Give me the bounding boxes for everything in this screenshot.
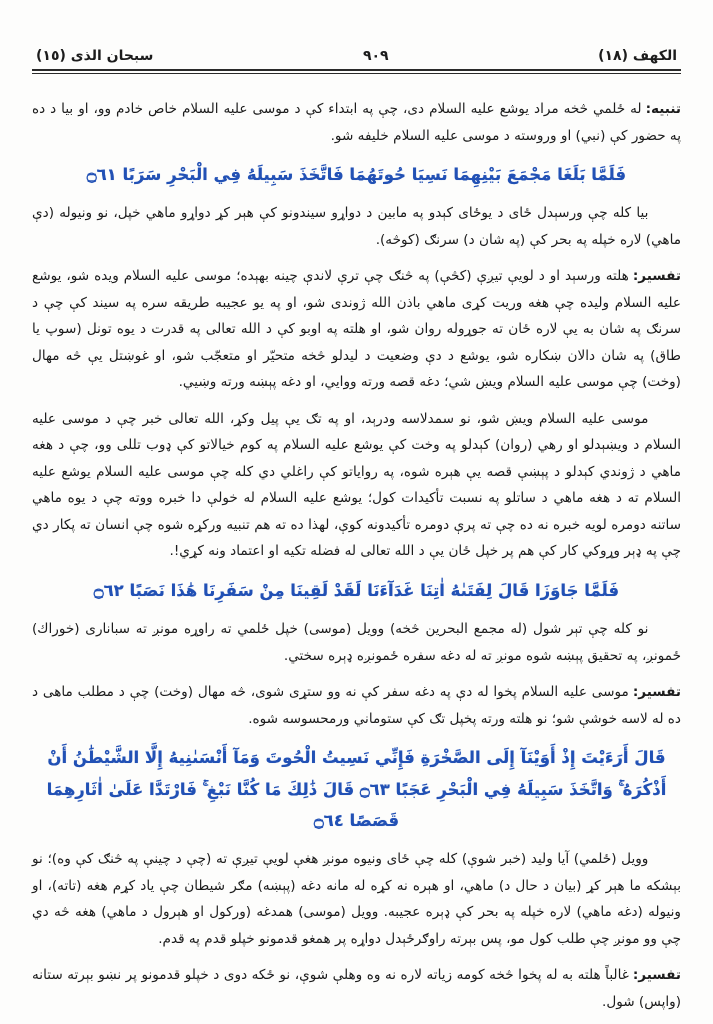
tafsir-text: غالباً هلته به له پخوا څخه كومه زياته لاره نه وه وهلې شوې، نو ځكه دوى د خپلو قدمونو پر نښو بېرته ستانه (واپس) شول.	[32, 967, 681, 1010]
header-surah-ref: الكهف (١٨)	[598, 48, 677, 64]
tafsir-paragraph-62	[32, 679, 681, 732]
tafsir-label: تفسير:	[632, 967, 681, 984]
page-number: ٩٠٩	[362, 48, 389, 64]
note-paragraph	[32, 96, 681, 149]
page-body	[32, 96, 681, 1015]
tafsir-text: هلته ورسېد او د لويې تيږې (كڅې) په څنګ چې ترې لاندې چينه بهېده؛ موسى عليه السلام ويده شو، يوشع عليه السلام وليده چې هغه وريت كړى ماهي باذن الله ژوندى شو، او په يو عجيبه طريقه سره په سيند كې چې د سرنګ په شان به يې لاره ځان ته جوړوله روان شو، او هلته په اوبو كې د الله تعالى په قدرت د يوه تونل (سوپ يا طاق) په شان دالان ښكاره شو، يوشع د دې وضعيت د ليدلو څخه متحيّر او متعجّب شو، او غوښتل يې څه مهال (وخت) چې موسى عليه السلام ويښ شي؛ دغه قصه ورته ووايي، او دغه پېښه ورته وښيي.	[32, 268, 681, 391]
quran-verse-63-64: قَالَ أَرَءَيْتَ إِذْ أَوَيْنَآ إِلَى الصَّخْرَةِ فَإِنِّي نَسِيتُ الْحُوتَ وَمَآ أَنْسَىٰنِيهُ إِلَّا الشَّيْطَٰنُ أَنْ أَذْكُرَهُ ۚ وَاتَّخَذَ سَبِيلَهُ فِي الْبَحْرِ عَجَبًا ۝٦٣ قَالَ ذَٰلِكَ مَا كُنَّا نَبْغِ ۚ فَارْتَدَّا عَلَىٰ اٰثَارِهِمَا قَصَصًا ۝٦٤	[46, 748, 667, 830]
page-header	[32, 48, 681, 69]
note-text: له ځلمي څخه مراد يوشع عليه السلام دى، چې په ابتداء كې د موسى عليه السلام خاص خادم وو، او بيا د ده په حضور كې (نبي) او وروسته د موسى عليه السلام خليفه شو.	[32, 101, 681, 144]
note-label: تنبيه:	[645, 101, 681, 117]
quran-verse-62: فَلَمَّا جَاوَزَا قَالَ لِفَتَىٰهُ اٰتِنَا غَدَآءَنَا لَقَدْ لَقِينَا مِنْ سَفَرِنَا هَٰذَا نَصَبًا ۝٦٢	[93, 580, 620, 600]
header-divider	[32, 69, 681, 74]
tafsir-label: تفسير:	[632, 684, 681, 701]
commentary-paragraph: موسى عليه السلام ويښ شو، نو سمدلاسه ودرېد، او په تګ يې پيل وكړ، الله تعالى خبر چې د موسى عليه السلام د ويښېدلو او رهي (روان) كېدلو په وخت كې يوشع عليه السلام په كوم خيالاتو كې ډوب تللى وو، چې د هغه ماهي د ژوندي كېدلو د پېښې قصه يې هېره شوه، په رواياتو كې راغلي دي كله چې موسى عليه السلام يوشع عليه السلام ته د هغه ماهي د ساتلو په نسبت تأكيدات كول؛ يوشع عليه السلام له خولې دا خبره ووته چې د يوه ماهي ساتنه دومره لويه خبره نه ده چې ته پرې دومره تأكيدونه كوې، لهذا ده ته هم تنبيه وركړه شوه چې انسان ته پكار دي چې په ډېر وړوكي كار كې هم پر خپل ځان يې د الله تعالى له فضله تكيه او اعتماد ونه كړي!.	[32, 410, 681, 560]
translation-paragraph-61: بيا كله چې ورسېدل ځاى د يوځاى كېدو په مابين د دواړو سيندونو كې هېر كړ دواړو ماهي خپل، نو ونيوله (دې ماهي) لاره خپله په بحر كې (په شان د) سرنګ (كوڅه).	[32, 205, 681, 248]
tafsir-label: تفسير:	[632, 268, 681, 285]
header-juz-ref: سبحان الذى (١٥)	[36, 48, 154, 64]
tafsir-paragraph-63-64	[32, 962, 681, 1015]
translation-paragraph-63-64: وويل (ځلمي) آيا وليد (خبر شوې) كله چې ځاى ونيوه مونږ هغې لويې تيږې ته (چې د چينې په څنګ كې وه)؛ نو بېشكه ما هېر كړ (بيان د حال د) ماهي، او هېره نه كړه له مانه دغه (پېښه) مګر شيطان چې ياد كړم هغه (تاته)، او ونيوله (دغه ماهي) لاره خپله په بحر كې ډېره عجيبه. وويل (موسى) همدغه (وركول او هېرول د ماهي) هغه څه دي چې وو مونږ چې طلب كول مو، پس بېرته راوګرځېدل دواړه پر همغو قدمونو خپلو قدم په قدم.	[32, 851, 681, 947]
tafsir-paragraph-61	[32, 263, 681, 396]
tafsir-text: موسى عليه السلام پخوا له دې په دغه سفر كې نه وو ستړى شوى، څه مهال (وخت) چې د مطلب ماهى د ده له لاسه خوشې شو؛ نو هلته ورته پخپل تګ كې ستوماني ورمحسوسه شوه.	[32, 684, 681, 727]
quran-verse-61: فَلَمَّا بَلَغَا مَجْمَعَ بَيْنِهِمَا نَسِيَا حُوتَهُمَا فَاتَّخَذَ سَبِيلَهُ فِي الْبَحْرِ سَرَبًا ۝٦١	[86, 165, 627, 184]
translation-paragraph-62: نو كله چې تېر شول (له مجمع البحرين څخه) وويل (موسى) خپل ځلمي ته راوړه مونږ ته سبانارى (خوراك) ځمونږ، په تحقيق پېښه شوه مونږ ته له دغه سفره ځمونږه ډېره سختي.	[32, 621, 681, 664]
